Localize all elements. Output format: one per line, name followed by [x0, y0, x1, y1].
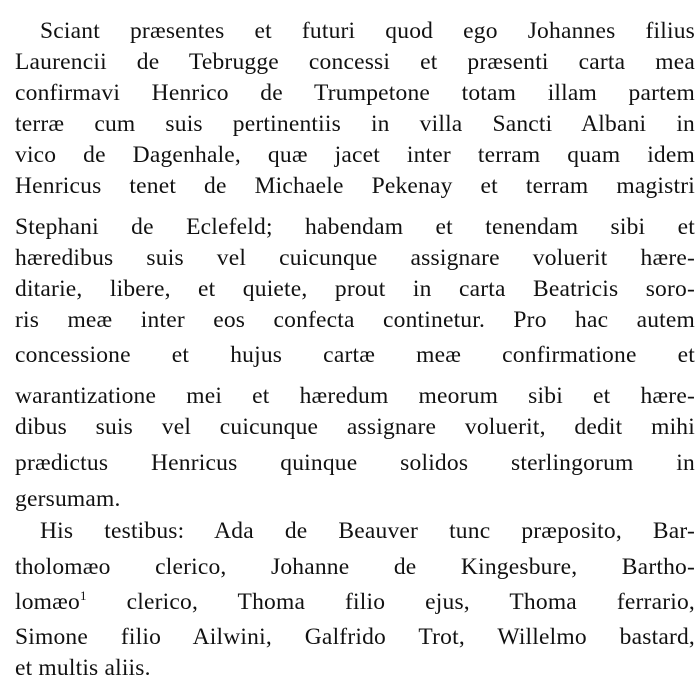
text-line: dibus suis vel cuicunque assignare voluerit, dedit mihi — [15, 414, 695, 440]
text-line: tholomæo clerico, Johanne de Kingesbure, Bartho- — [15, 554, 695, 580]
text-line: Simone filio Ailwini, Galfrido Trot, Willelmo bastard, — [15, 624, 695, 650]
text-segment: lomæo — [15, 589, 80, 615]
text-line: ditarie, libere, et quiete, prout in carta Beatricis soro- — [15, 276, 695, 302]
text-line: warantizatione mei et hæredum meorum sibi et hære- — [15, 383, 695, 409]
text-line: Henricus tenet de Michaele Pekenay et terram magistri — [15, 173, 695, 199]
footnote-marker: 1 — [79, 588, 87, 603]
text-line: Stephani de Eclefeld; habendam et tenendam sibi et — [15, 214, 695, 240]
text-line: ris meæ inter eos confecta continetur. Pro hac autem — [15, 307, 695, 333]
text-line: terræ cum suis pertinentiis in villa Sancti Albani in — [15, 111, 695, 137]
text-line: Sciant præsentes et futuri quod ego Johannes filius — [40, 18, 695, 44]
text-line: Laurencii de Tebrugge concessi et præsenti carta mea — [15, 49, 695, 75]
text-line: hæredibus suis vel cuicunque assignare voluerit hære- — [15, 245, 695, 271]
text-line: et multis aliis. — [15, 655, 151, 681]
text-line: confirmavi Henrico de Trumpetone totam illam partem — [15, 80, 695, 106]
text-line: prædictus Henricus quinque solidos sterlingorum in — [15, 450, 695, 476]
text-line — [15, 588, 695, 615]
text-line: vico de Dagenhale, quæ jacet inter terram quam idem — [15, 142, 695, 168]
text-line: gersumam. — [15, 486, 121, 512]
text-line: His testibus: Ada de Beauver tunc præposito, Bar- — [40, 518, 695, 544]
text-segment: clerico, Thoma filio ejus, Thoma ferrario, — [126, 589, 695, 615]
text-line: concessione et hujus cartæ meæ confirmatione et — [15, 342, 695, 368]
